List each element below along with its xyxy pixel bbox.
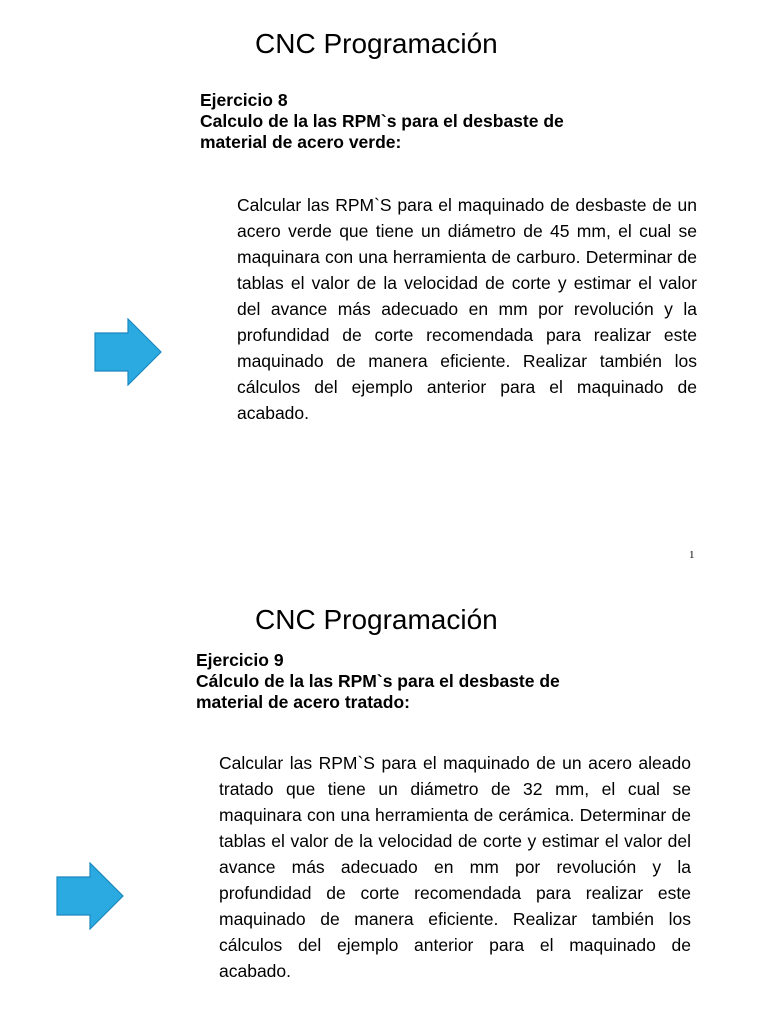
exercise-title-line-2: material de acero verde:	[200, 132, 402, 152]
exercise-number: Ejercicio 9	[196, 650, 284, 670]
exercise-title-line-1: Cálculo de la las RPM`s para el desbaste de	[196, 671, 560, 691]
exercise-description: Calcular las RPM`S para el maquinado de un acero aleado tratado que tiene un diámetro de 32 mm, el cual se maquinara con una herramienta de cerámica. Determinar de tablas el valor de la velocidad de corte y estimar el valor del avance más adecuado en mm por revolución y la profundidad de corte recomendada para realizar este maquinado de manera eficiente. Realizar también los cálculos del ejemplo anterior para el maquinado de acabado.	[219, 753, 691, 981]
exercise-heading	[196, 650, 560, 713]
exercise-number: Ejercicio 8	[200, 90, 288, 110]
exercise-heading	[200, 90, 564, 153]
slide-2	[0, 578, 768, 1024]
slide-title: CNC Programación	[255, 604, 498, 635]
right-arrow-icon	[94, 318, 162, 386]
exercise-title-line-2: material de acero tratado:	[196, 692, 410, 712]
exercise-description: Calcular las RPM`S para el maquinado de desbaste de un acero verde que tiene un diámetro de 45 mm, el cual se maquinara con una herramienta de carburo. Determinar de tablas el valor de la velocidad de corte y estimar el valor del avance más adecuado en mm por revolución y la profundidad de corte recomendada para realizar este maquinado de manera eficiente. Realizar también los cálculos del ejemplo anterior para el maquinado de acabado.	[237, 195, 697, 423]
page-number: 1	[689, 549, 695, 561]
right-arrow-icon	[56, 862, 124, 930]
slide-title: CNC Programación	[255, 28, 498, 59]
exercise-title-line-1: Calculo de la las RPM`s para el desbaste de	[200, 111, 564, 131]
